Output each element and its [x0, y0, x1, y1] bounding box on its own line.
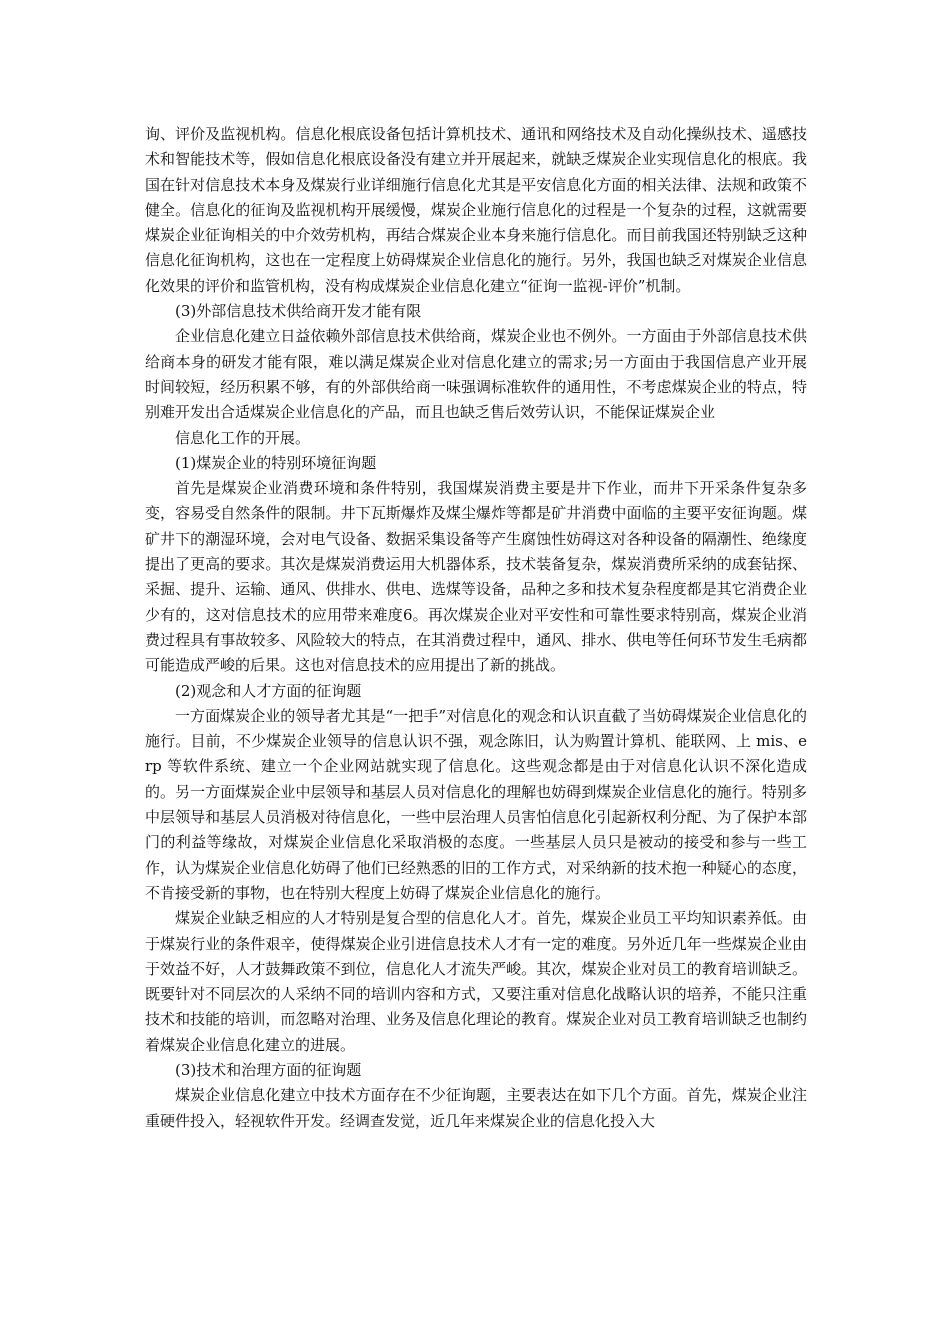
paragraph-7: 一方面煤炭企业的领导者尤其是“一把手”对信息化的观念和认识直截了当妨碍煤炭企业信息化的施行。目前，不少煤炭企业领导的信息认识不强，观念陈旧，认为购置计算机、能联网、上 mis、erp 等软件系统、建立一个企业网站就实现了信息化。这些观念都是由于对信息化认识不深化造成的。另一方面煤炭企业中层领导和基层人员对信息化的理解也妨碍到煤炭企业信息化的施行。特别多中层领导和基层人员消极对待信息化，一些中层治理人员害怕信息化引起新权利分配、为了保护本部门的利益等缘故，对煤炭企业信息化采取消极的态度。一些基层人员只是被动的接受和参与一些工作，认为煤炭企业信息化妨碍了他们已经熟悉的旧的工作方式，对采纳新的技术抱一种疑心的态度，不肯接受新的事物，也在特别大程度上妨碍了煤炭企业信息化的施行。	[145, 706, 807, 902]
paragraph-8: 煤炭企业缺乏相应的人才特别是复合型的信息化人才。首先，煤炭企业员工平均知识素养低。由于煤炭行业的条件艰辛，使得煤炭企业引进信息技术人才有一定的难度。另外近几年一些煤炭企业由于效益不好，人才鼓舞政策不到位，信息化人才流失严峻。其次，煤炭企业对员工的教育培训缺乏。既要针对不同层次的人采纳不同的培训内容和方式，又要注重对信息化战略认识的培养，不能只注重技术和技能的培训，而忽略对治理、业务及信息化理论的教育。煤炭企业对员工教育培训缺乏也制约着煤炭企业信息化建立的进展。	[145, 909, 807, 1054]
paragraph-0: 询、评价及监视机构。信息化根底设备包括计算机技术、通讯和网络技术及自动化操纵技术、遥感技术和智能技术等，假如信息化根底设备没有建立并开展起来，就缺乏煤炭企业实现信息化的根底。我国在针对信息技术本身及煤炭行业详细施行信息化尤其是平安信息化方面的相关法律、法规和政策不健全。信息化的征询及监视机构开展缓慢，煤炭企业施行信息化的过程是一个复杂的过程，这就需要煤炭企业征询相关的中介效劳机构，再结合煤炭企业本身来施行信息化。而目前我国还特别缺乏这种信息化征询机构，这也在一定程度上妨碍煤炭企业信息化的施行。另外，我国也缺乏对煤炭企业信息化效果的评价和监管机构，没有构成煤炭企业信息化建立“征询一监视-评价”机制。	[145, 125, 807, 295]
section-heading-special-environment: (1)煤炭企业的特别环境征询题	[175, 453, 377, 472]
section-heading-external-suppliers: (3)外部信息技术供给商开发才能有限	[175, 302, 422, 321]
section-heading-technology-management: (3)技术和治理方面的征询题	[175, 1060, 362, 1079]
section-heading-concepts-talent: (2)观念和人才方面的征询题	[175, 681, 362, 700]
paragraph-3: 信息化工作的开展。	[175, 428, 311, 447]
document-page	[145, 122, 807, 1134]
paragraph-5: 首先是煤炭企业消费环境和条件特别，我国煤炭消费主要是井下作业，而井下开采条件复杂多变，容易受自然条件的限制。井下瓦斯爆炸及煤尘爆炸等都是矿井消费中面临的主要平安征询题。煤矿井下的潮湿环境，会对电气设备、数据采集设备等产生腐蚀性妨碍这对各种设备的隔潮性、绝缘度提出了更高的要求。其次是煤炭消费运用大机器体系，技术装备复杂，煤炭消费所采纳的成套钻探、采掘、提升、运输、通风、供排水、供电、选煤等设备，品种之多和技术复杂程度都是其它消费企业少有的，这对信息技术的应用带来难度6。再次煤炭企业对平安性和可靠性要求特别高，煤炭企业消费过程具有事故较多、风险较大的特点，在其消费过程中，通风、排水、供电等任何环节发生毛病都可能造成严峻的后果。这也对信息技术的应用提出了新的挑战。	[145, 479, 807, 675]
paragraph-10: 煤炭企业信息化建立中技术方面存在不少征询题，主要表达在如下几个方面。首先，煤炭企业注重硬件投入，轻视软件开发。经调查发觉，近几年来煤炭企业的信息化投入大	[145, 1086, 807, 1130]
paragraph-2: 企业信息化建立日益依赖外部信息技术供给商，煤炭企业也不例外。一方面由于外部信息技术供给商本身的研发才能有限，难以满足煤炭企业对信息化建立的需求;另一方面由于我国信息产业开展时间较短，经历积累不够，有的外部供给商一味强调标准软件的通用性，不考虑煤炭企业的特点，特别难开发出合适煤炭企业信息化的产品，而且也缺乏售后效劳认识，不能保证煤炭企业	[145, 327, 807, 422]
